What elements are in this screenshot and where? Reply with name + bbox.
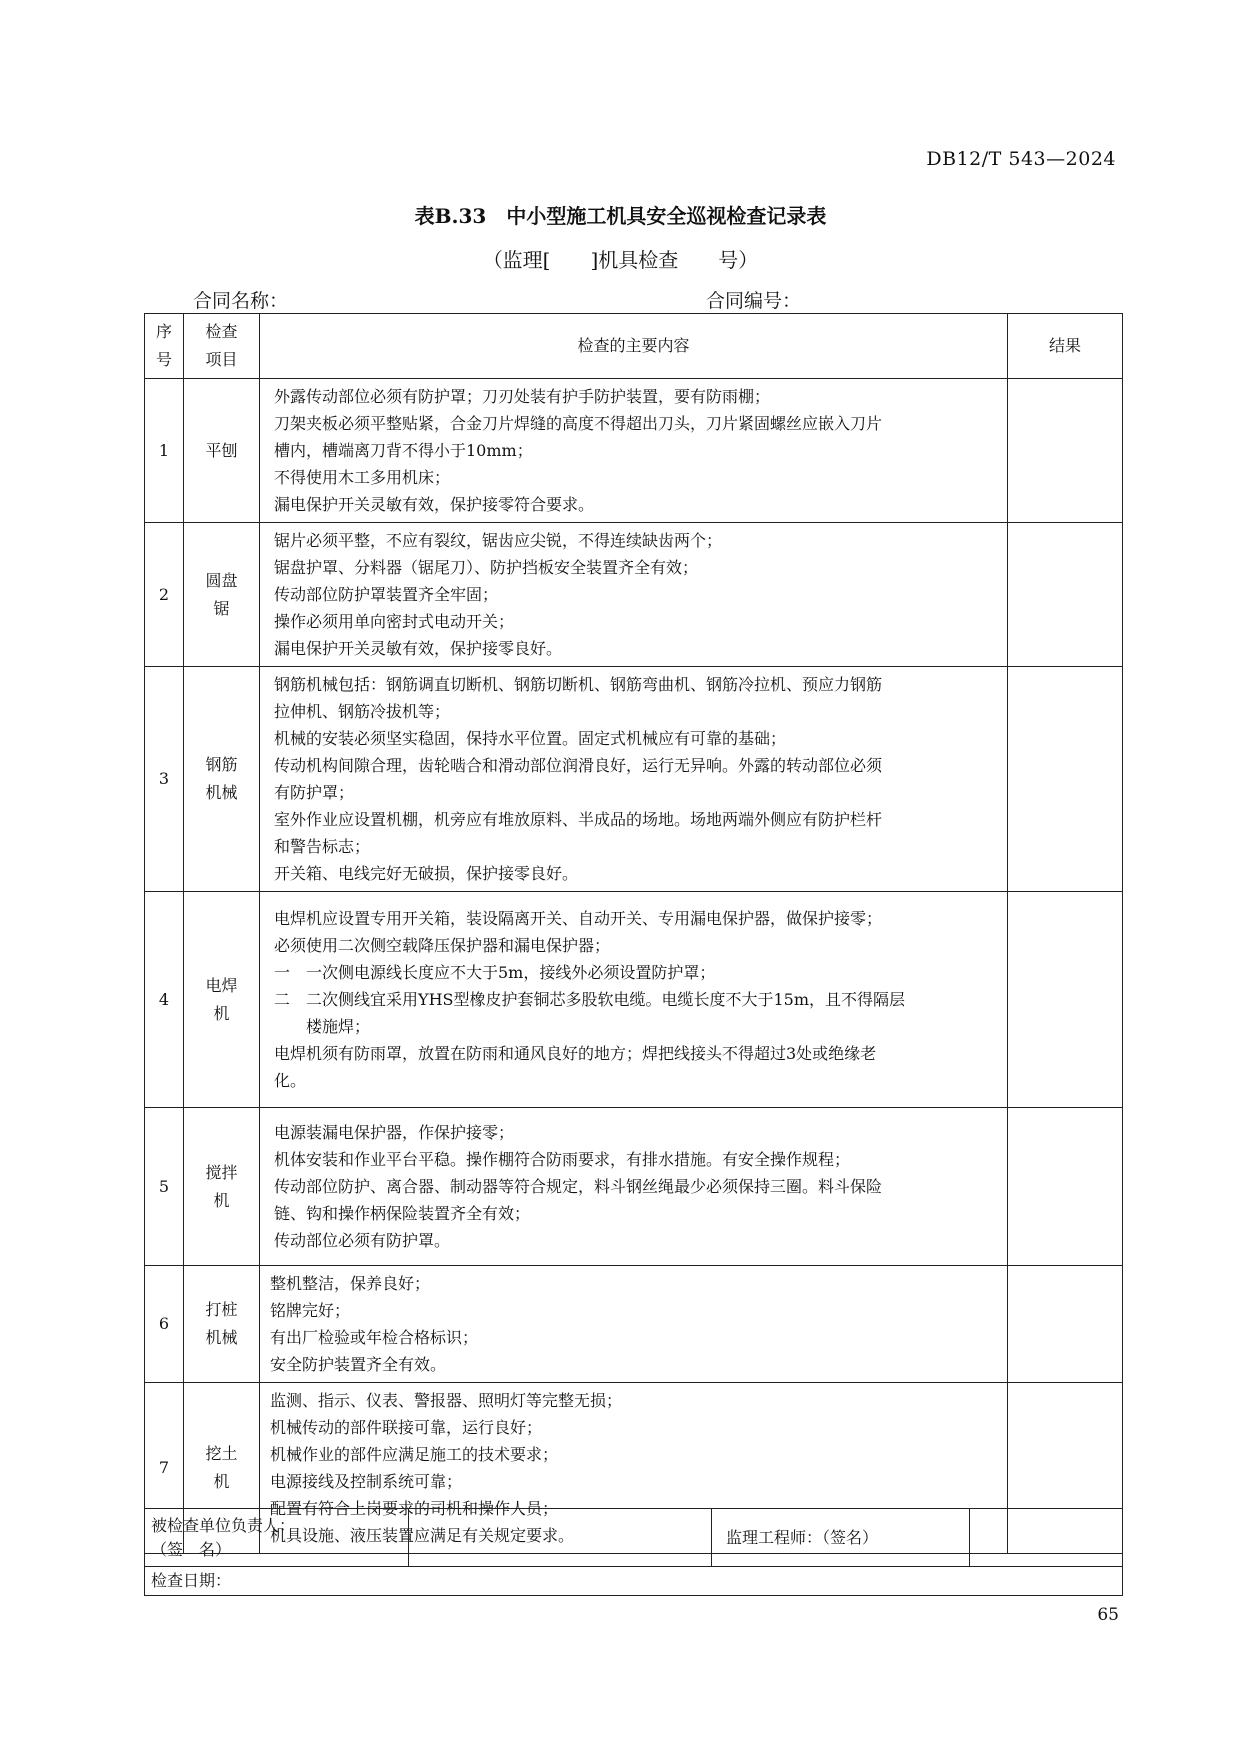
row-item-line1: 电焊 [205,975,238,995]
content-line: 机具设施、液压装置应满足有关规定要求。 [270,1526,575,1545]
row-item-line1: 挖土 [205,1444,238,1463]
header-item-line1: 检查 [205,322,238,341]
row-item-line2: 机 [213,1190,230,1210]
content-line: 机体安装和作业平台平稳。操作棚符合防雨要求，有排水措施。有安全操作规程； [274,1150,851,1169]
table-row [145,379,1123,523]
content-line: 二 二次侧线宜采用YHS型橡皮护套铜芯多股软电缆。电缆长度不大于15m，且不得隔层 [274,990,906,1009]
row-result-cell[interactable] [1008,1266,1123,1383]
content-line: 电源接线及控制系统可靠； [270,1472,463,1491]
row-item [184,523,260,667]
row-item [184,1108,260,1266]
row-content [260,523,1008,667]
row-result-cell[interactable] [1008,379,1123,523]
content-line: 操作必须用单向密封式电动开关； [274,612,515,631]
supervisor-signature-field[interactable] [970,1509,1123,1567]
row-content [260,1108,1008,1266]
row-item [184,667,260,892]
inspected-unit-cell [145,1509,409,1567]
inspected-unit-signature-field[interactable] [409,1509,712,1567]
content-line: 和警告标志； [274,837,371,856]
header-result: 结果 [1008,314,1123,379]
content-line: 必须使用二次侧空载降压保护器和漏电保护器； [274,936,611,955]
signature-table [144,1508,1123,1596]
content-line: 链、钩和操作柄保险装置齐全有效； [274,1204,531,1223]
content-line: 有出厂检验或年检合格标识； [270,1328,479,1347]
table-row [145,1108,1123,1266]
content-line: 锯盘护罩、分料器（锯尾刀）、防护挡板安全装置齐全有效； [274,558,699,577]
row-item [184,1266,260,1383]
row-item-line2: 机 [213,1003,230,1023]
inspected-unit-sign-label: （签 名） [151,1539,232,1559]
row-item-line1: 圆盘 [205,570,238,590]
content-line: 楼施焊； [274,1017,371,1036]
header-content: 检查的主要内容 [260,314,1008,379]
content-line: 配置有符合上岗要求的司机和操作人员； [270,1499,559,1518]
content-line: 传动部位防护罩装置齐全牢固； [274,585,499,604]
header-item [184,314,260,379]
content-line: 漏电保护开关灵敏有效，保护接零良好。 [274,639,563,658]
content-line: 化。 [274,1071,307,1090]
content-line: 拉伸机、钢筋冷拔机等； [274,702,451,721]
row-result-cell[interactable] [1008,523,1123,667]
header-seq-line1: 序 [155,322,172,341]
row-seq: 5 [145,1108,184,1266]
content-line: 传动部位防护、离合器、制动器等符合规定，料斗钢丝绳最少必须保持三圈。料斗保险 [274,1177,883,1196]
content-line: 一 一次侧电源线长度应不大于5m，接线外必须设置防护罩； [274,963,716,982]
document-code: DB12/T 543—2024 [926,148,1116,170]
row-content [260,1266,1008,1383]
content-line: 机械的安装必须坚实稳固，保持水平位置。固定式机械应有可靠的基础； [274,729,787,748]
row-result-cell[interactable] [1008,667,1123,892]
content-line: 钢筋机械包括：钢筋调直切断机、钢筋切断机、钢筋弯曲机、钢筋冷拉机、预应力钢筋 [274,675,883,694]
row-content [260,667,1008,892]
content-line: 外露传动部位必须有防护罩；刀刃处装有护手防护装置，要有防雨棚； [274,387,771,406]
content-line: 机械传动的部件联接可靠，运行良好； [270,1418,543,1437]
row-item-line2: 机械 [205,1328,238,1347]
content-line: 刀架夹板必须平整贴紧，合金刀片焊缝的高度不得超出刀头，刀片紧固螺丝应嵌入刀片 [274,414,883,433]
row-item-line1: 钢筋 [205,755,238,774]
content-line: 电焊机应设置专用开关箱，装设隔离开关、自动开关、专用漏电保护器，做保护接零； [274,909,883,928]
row-result-cell[interactable] [1008,1108,1123,1266]
content-line: 铭牌完好； [270,1301,351,1320]
supervisor-label: 监理工程师：（签名） [712,1509,970,1567]
row-item: 平刨 [184,379,260,523]
header-seq [145,314,184,379]
signature-row [145,1509,1123,1567]
content-line: 开关箱、电线完好无破损，保护接零良好。 [274,864,579,883]
row-item [184,892,260,1108]
row-seq: 4 [145,892,184,1108]
row-content [260,379,1008,523]
table-row [145,667,1123,892]
inspection-date-field[interactable]: 检查日期： [145,1567,1123,1596]
row-seq: 1 [145,379,184,523]
content-line: 传动机构间隙合理，齿轮啮合和滑动部位润滑良好，运行无异响。外露的转动部位必须 [274,756,883,775]
table-title: 表B.33 中小型施工机具安全巡视检查记录表 [414,204,827,228]
header-seq-line2: 号 [155,350,172,369]
contract-number-label: 合同编号： [706,290,802,312]
header-item-line2: 项目 [205,350,238,369]
content-line: 有防护罩； [274,783,355,802]
row-seq: 6 [145,1266,184,1383]
inspection-table [144,313,1123,1554]
table-row [145,892,1123,1108]
table-subtitle: （监理[ ]机具检查 号） [482,248,759,272]
content-line: 锯片必须平整，不应有裂纹，锯齿应尖锐，不得连续缺齿两个； [274,531,723,550]
content-line: 槽内，槽端离刀背不得小于10mm； [274,441,533,460]
contract-name-label: 合同名称： [193,290,289,312]
row-item-line1: 打桩 [205,1300,238,1319]
content-line: 电焊机须有防雨罩，放置在防雨和通风良好的地方；焊把线接头不得超过3处或绝缘老 [274,1044,877,1063]
content-line: 安全防护装置齐全有效。 [270,1355,447,1374]
inspected-unit-label: 被检查单位负责人： [151,1515,296,1535]
row-seq: 7 [145,1383,184,1554]
row-seq: 3 [145,667,184,892]
page-number: 65 [1097,1605,1119,1625]
content-line: 机械作业的部件应满足施工的技术要求； [270,1445,559,1464]
row-item-line2: 机 [213,1472,230,1491]
row-result-cell[interactable] [1008,892,1123,1108]
content-line: 室外作业应设置机棚，机旁应有堆放原料、半成品的场地。场地两端外侧应有防护栏杆 [274,810,883,829]
row-item-line2: 机械 [205,783,238,802]
content-line: 监测、指示、仪表、警报器、照明灯等完整无损； [270,1391,623,1410]
table-header-row [145,314,1123,379]
content-line: 不得使用木工多用机床； [274,468,451,487]
row-content [260,892,1008,1108]
row-item-line2: 锯 [213,598,230,618]
row-item-line1: 搅拌 [205,1162,238,1182]
content-line: 电源装漏电保护器，作保护接零； [274,1123,515,1142]
table-row [145,1266,1123,1383]
table-row [145,523,1123,667]
content-line: 整机整洁，保养良好； [270,1274,431,1293]
content-line: 传动部位必须有防护罩。 [274,1231,451,1250]
content-line: 漏电保护开关灵敏有效，保护接零符合要求。 [274,495,595,514]
row-seq: 2 [145,523,184,667]
date-row [145,1567,1123,1596]
